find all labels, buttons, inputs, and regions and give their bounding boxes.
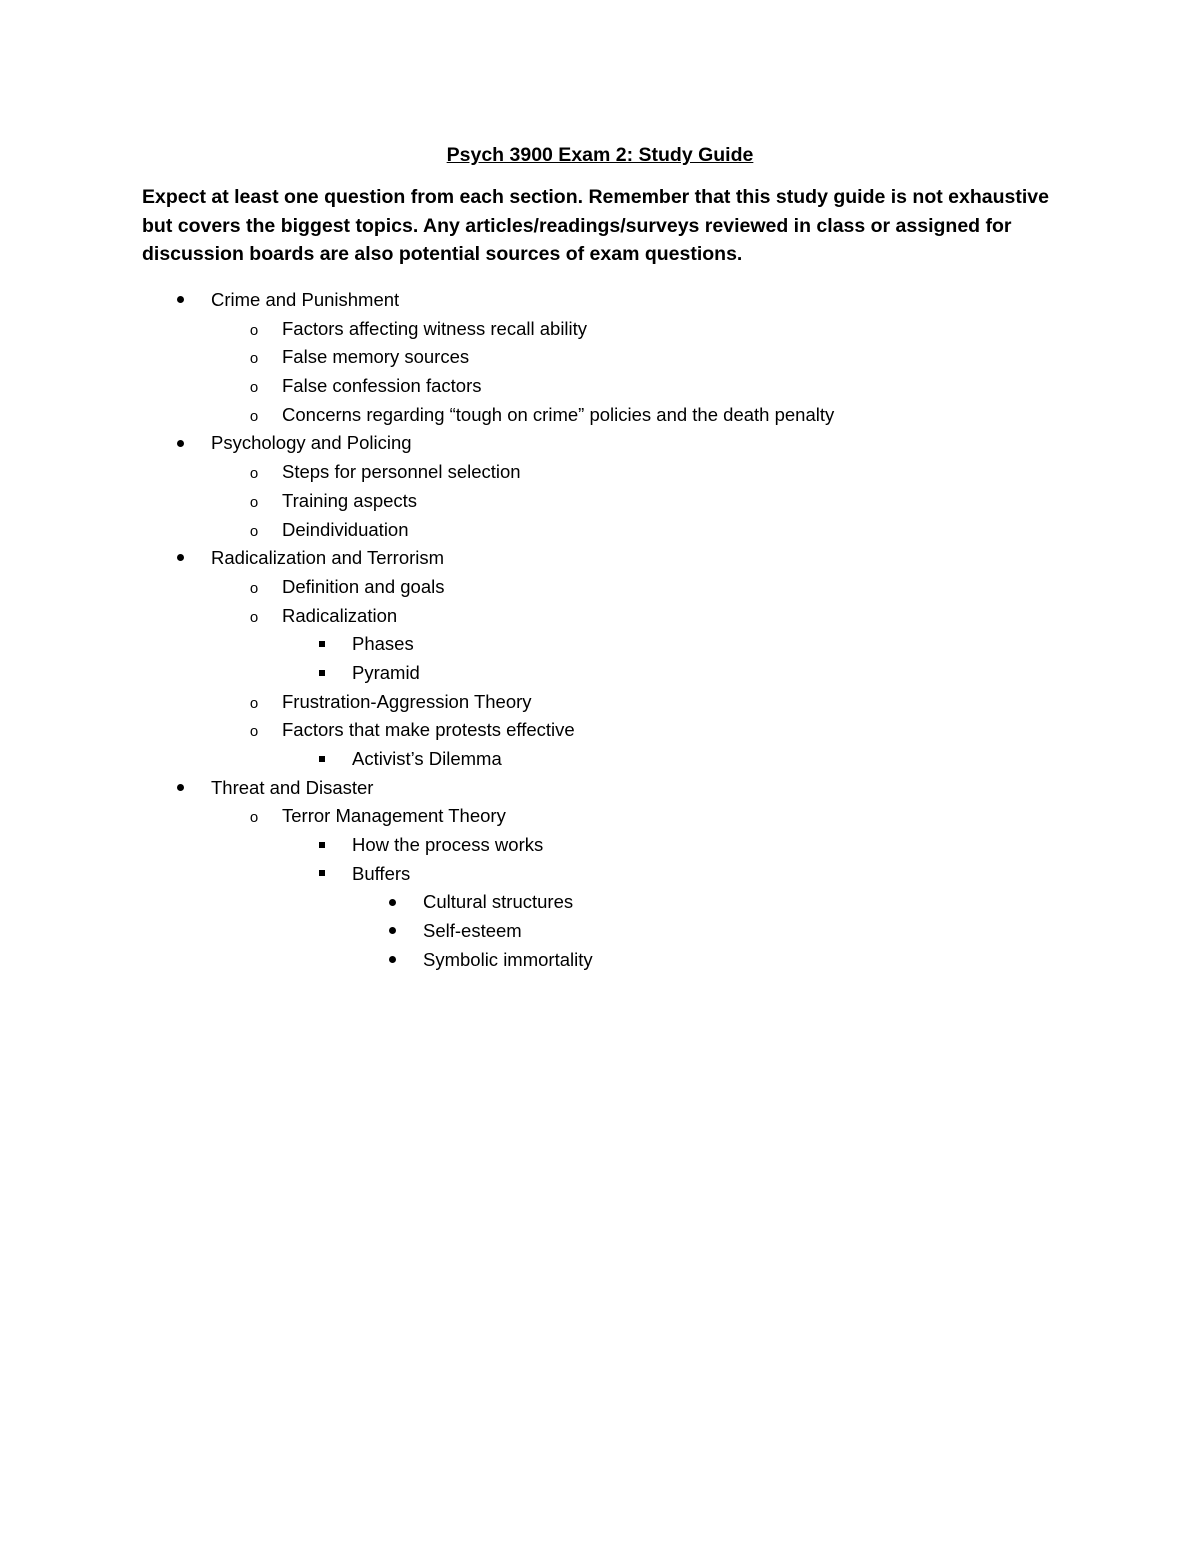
circle-o-icon: o bbox=[249, 350, 259, 368]
outline-item-text: Psychology and Policing bbox=[211, 432, 412, 454]
circle-o-icon: o bbox=[249, 465, 259, 483]
intro-paragraph: Expect at least one question from each section. Remember that this study guide is not exhaustive but covers the biggest topics. Any articles/readings/surveys reviewed in class or assigned for discussion boards are also potential sources of exam questions. bbox=[142, 186, 1049, 265]
square-bullet-icon bbox=[310, 630, 334, 659]
circle-o-icon: o bbox=[249, 809, 259, 827]
outline-item-text: Symbolic immortality bbox=[423, 948, 593, 970]
circle-o-icon: o bbox=[249, 579, 259, 597]
outline-item-text: Crime and Punishment bbox=[211, 289, 400, 310]
outline-item-level-2 bbox=[0, 716, 1200, 745]
document-title: Psych 3900 Exam 2: Study Guide bbox=[446, 144, 754, 166]
outline-item-text: Phases bbox=[352, 633, 414, 655]
bullet-icon bbox=[168, 429, 192, 458]
outline-item-text: Self-esteem bbox=[423, 920, 522, 942]
topic-outline bbox=[0, 286, 1200, 975]
outline-item-text: Buffers bbox=[352, 862, 411, 884]
outline-item-text: Concerns regarding “tough on crime” policies and the death penalty bbox=[282, 403, 835, 425]
outline-item-text: Training aspects bbox=[282, 489, 418, 511]
outline-item-text: Deindividuation bbox=[282, 518, 409, 540]
outline-item-level-4 bbox=[0, 888, 1200, 917]
outline-item-text: Pyramid bbox=[352, 661, 420, 683]
circle-o-icon: o bbox=[249, 321, 259, 339]
outline-item-level-3 bbox=[0, 659, 1200, 688]
circle-o-icon: o bbox=[249, 723, 259, 741]
circle-o-icon: o bbox=[249, 522, 259, 540]
outline-item-text: Frustration-Aggression Theory bbox=[282, 690, 532, 712]
outline-item-text: Cultural structures bbox=[423, 891, 574, 913]
outline-item-text: Radicalization bbox=[282, 604, 398, 626]
outline-item-level-3 bbox=[0, 630, 1200, 659]
circle-o-icon: o bbox=[249, 493, 259, 511]
outline-item-level-2 bbox=[0, 487, 1200, 516]
outline-item-level-2 bbox=[0, 343, 1200, 372]
outline-item-text: Terror Management Theory bbox=[282, 805, 506, 827]
outline-item-text: Radicalization and Terrorism bbox=[211, 547, 445, 569]
outline-item-level-2 bbox=[0, 602, 1200, 631]
outline-item-level-1 bbox=[0, 774, 1200, 803]
outline-item-text: Steps for personnel selection bbox=[282, 461, 521, 483]
circle-o-icon: o bbox=[249, 407, 259, 425]
outline-item-level-2 bbox=[0, 458, 1200, 487]
outline-item-level-1 bbox=[0, 429, 1200, 458]
outline-item-level-3 bbox=[0, 745, 1200, 774]
bullet-icon bbox=[168, 286, 192, 315]
bullet-icon bbox=[168, 774, 192, 803]
outline-item-text: Factors that make protests effective bbox=[282, 719, 575, 741]
outline-item-level-2 bbox=[0, 573, 1200, 602]
circle-o-icon: o bbox=[249, 694, 259, 712]
square-bullet-icon bbox=[310, 745, 334, 774]
square-bullet-icon bbox=[310, 659, 334, 688]
outline-item-level-3 bbox=[0, 860, 1200, 889]
bullet-icon bbox=[380, 917, 404, 946]
outline-item-level-2 bbox=[0, 516, 1200, 545]
outline-item-text: False confession factors bbox=[282, 375, 482, 397]
square-bullet-icon bbox=[310, 860, 334, 889]
outline-item-level-2 bbox=[0, 688, 1200, 717]
outline-item-level-2 bbox=[0, 372, 1200, 401]
bullet-icon bbox=[168, 544, 192, 573]
square-bullet-icon bbox=[310, 831, 334, 860]
bullet-icon bbox=[380, 888, 404, 917]
outline-item-level-4 bbox=[0, 917, 1200, 946]
outline-item-text: Definition and goals bbox=[282, 575, 445, 597]
outline-item-text: Factors affecting witness recall ability bbox=[282, 317, 588, 339]
circle-o-icon: o bbox=[249, 608, 259, 626]
outline-item-level-4 bbox=[0, 946, 1200, 975]
outline-item-level-1 bbox=[0, 544, 1200, 573]
circle-o-icon: o bbox=[249, 379, 259, 397]
outline-item-level-2 bbox=[0, 315, 1200, 344]
outline-item-text: How the process works bbox=[352, 834, 544, 856]
outline-item-text: Activist’s Dilemma bbox=[352, 748, 502, 769]
outline-item-text: False memory sources bbox=[282, 346, 470, 368]
outline-item-level-2 bbox=[0, 802, 1200, 831]
outline-item-level-2 bbox=[0, 401, 1200, 430]
outline-item-level-1 bbox=[0, 286, 1200, 315]
outline-item-level-3 bbox=[0, 831, 1200, 860]
bullet-icon bbox=[380, 946, 404, 975]
outline-item-text: Threat and Disaster bbox=[211, 776, 374, 798]
